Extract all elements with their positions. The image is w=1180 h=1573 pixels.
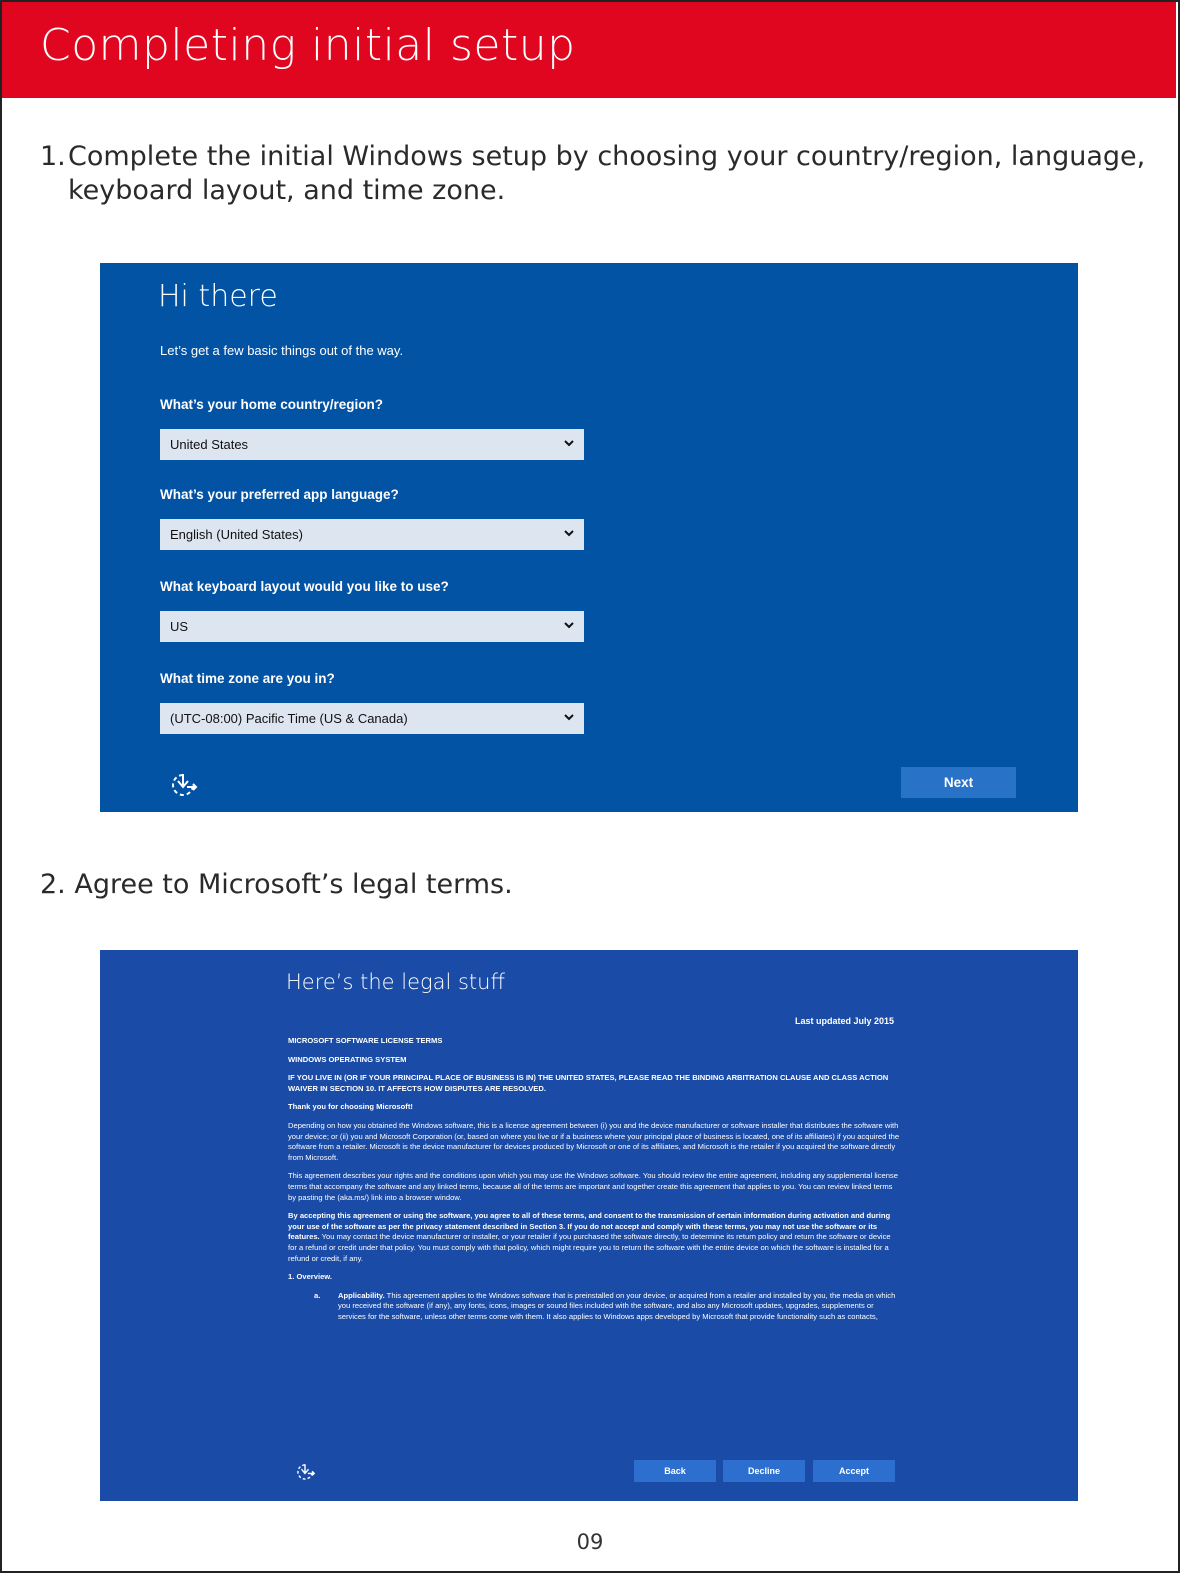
language-select[interactable]	[160, 519, 584, 550]
back-button[interactable]: Back	[634, 1460, 716, 1482]
timezone-select[interactable]	[160, 703, 584, 734]
chevron-down-icon	[564, 429, 574, 447]
timezone-question: What time zone are you in?	[160, 671, 335, 686]
section-overview: 1. Overview.	[288, 1272, 333, 1282]
next-button[interactable]: Next	[901, 767, 1016, 798]
country-value: United States	[170, 437, 249, 452]
chevron-down-icon	[564, 519, 574, 537]
item-title: Applicability.	[338, 1290, 385, 1300]
screen-title: Here’s the legal stuff	[286, 970, 505, 994]
acceptance-rest: You may contact the device manufacturer or installer, or your retailer if you purchased the software directly, to determine its return policy and return the software or device for a refund or credit under that policy. You must comply with that policy, which might require you to return the software with the entire device on which the software is installed for a refund or credit, if any.	[288, 1232, 891, 1263]
acceptance-bold: By accepting this agreement or using the software, you agree to all of these terms, and consent to the transmission of certain information during activation and during your use of the software as per the privacy statement described in Section 3. If you do not accept and comply with these terms, you may not use the software or its features.	[288, 1211, 891, 1242]
keyboard-select[interactable]	[160, 611, 584, 642]
decline-button[interactable]: Decline	[723, 1460, 805, 1482]
accept-button[interactable]: Accept	[813, 1460, 895, 1482]
country-select[interactable]	[160, 429, 584, 460]
license-paragraph	[288, 1211, 900, 1264]
header-title: Completing initial setup	[40, 20, 576, 71]
license-paragraph: Depending on how you obtained the Windows software, this is a license agreement between (i) you and the device manufacturer or software installer that distributes the software with your device; or (ii) you and Microsoft Corporation (or, based on where you live or if a business where your principal place of business is located, one of its affiliates) if you acquired the software from a retailer. Microsoft is the device manufacturer for devices produced by Microsoft or one of its affiliates, and Microsoft is the retailer if you acquired the software directly from Microsoft.	[288, 1120, 900, 1162]
step-2-text: 2. Agree to Microsoft’s legal terms.	[40, 869, 513, 900]
ease-of-access-icon[interactable]	[166, 768, 200, 802]
legal-terms-screenshot	[100, 950, 1078, 1501]
license-heading: MICROSOFT SOFTWARE LICENSE TERMS	[288, 1036, 443, 1045]
country-question: What’s your home country/region?	[160, 397, 384, 412]
step-1-text: Complete the initial Windows setup by choosing your country/region, language, keyboard layout, and time zone.	[68, 141, 1146, 206]
screen-title: Hi there	[158, 279, 278, 314]
screen-subtitle: Let’s get a few basic things out of the way.	[160, 343, 404, 358]
language-question: What’s your preferred app language?	[160, 487, 399, 502]
license-paragraph: This agreement describes your rights and the conditions upon which you may use the Windows software. You should review the entire agreement, including any supplemental license terms that accompany the software and any linked terms, because all of the terms are important and together create this agreement that applies to you. You can review linked terms by pasting the (aka.ms/) link into a browser window.	[288, 1171, 898, 1202]
last-updated: Last updated July 2015	[794, 1016, 894, 1026]
chevron-down-icon	[564, 703, 574, 721]
item-letter: a.	[314, 1290, 321, 1300]
item-text: This agreement applies to the Windows software that is preinstalled on your device, or acquired from a retailer and installed by you, the media on which you received the software (if any), any fonts, icons, images or sound files included with the software, and also any Microsoft updates, upgrades, supplements or services for the software, unless other terms come with them. It also applies to Windows apps developed by Microsoft that provide functionality such as contacts,	[338, 1290, 896, 1321]
timezone-value: (UTC-08:00) Pacific Time (US & Canada)	[170, 711, 408, 726]
step-1-number: 1.	[40, 141, 66, 172]
license-subheading: WINDOWS OPERATING SYSTEM	[288, 1054, 407, 1064]
thanks-line: Thank you for choosing Microsoft!	[288, 1102, 413, 1112]
step-1	[40, 140, 1150, 208]
section-header	[2, 2, 1176, 98]
keyboard-question: What keyboard layout would you like to use?	[160, 579, 449, 594]
list-item	[314, 1291, 900, 1323]
ease-of-access-icon[interactable]	[292, 1460, 318, 1489]
language-value: English (United States)	[170, 527, 303, 542]
page-number: 09	[576, 1530, 604, 1554]
arbitration-notice: IF YOU LIVE IN (OR IF YOUR PRINCIPAL PLACE OF BUSINESS IS IN) THE UNITED STATES, PLEASE READ THE BINDING ARBITRATION CLAUSE AND CLASS ACTION WAIVER IN SECTION 10. IT AFFECTS HOW DISPUTES ARE RESOLVED.	[288, 1073, 889, 1093]
hi-there-screenshot	[100, 263, 1078, 812]
chevron-down-icon	[564, 611, 574, 629]
keyboard-value: US	[170, 619, 189, 634]
license-text	[288, 1036, 900, 1322]
